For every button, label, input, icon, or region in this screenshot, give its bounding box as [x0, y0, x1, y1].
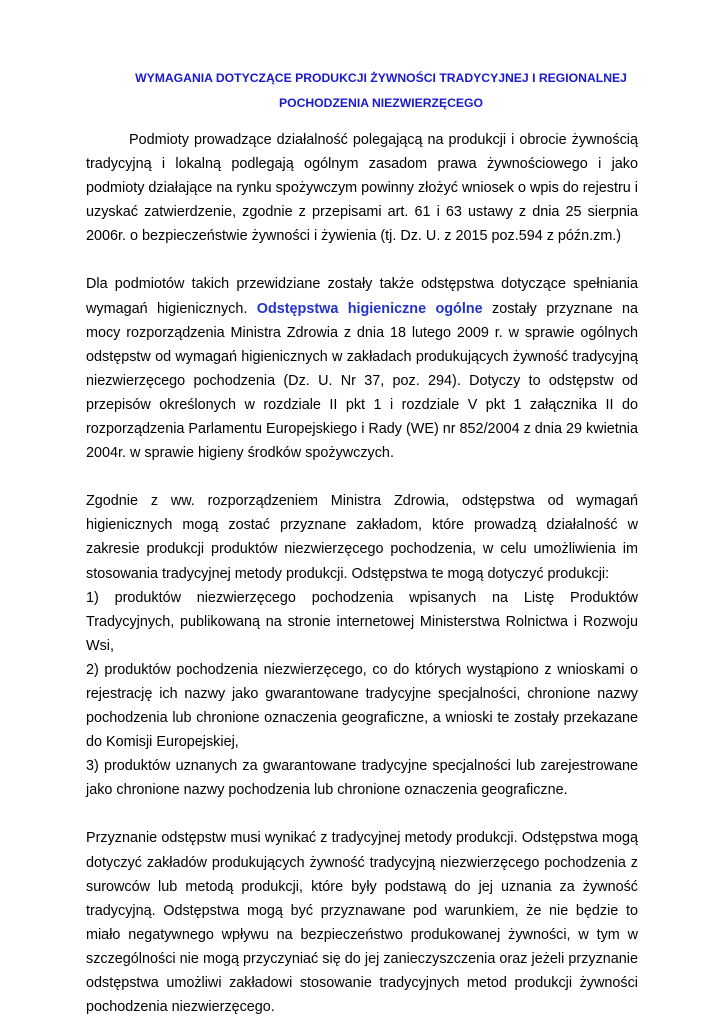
document-body — [86, 128, 638, 1019]
document-title — [86, 66, 676, 116]
paragraph-intro: Podmioty prowadzące działalność polegającą na produkcji i obrocie żywnością tradycyjną i lokalną podlegają ogólnym zasadom prawa żywnościowego i jako podmioty działające na rynku spożywczym powinny złożyć wniosek o wpis do rejestru i uzyskać zatwierdzenie, zgodnie z przepisami art. 61 i 63 ustawy z dnia 25 sierpnia 2006r. o bezpieczeństwie żywności i żywienia (tj. Dz. U. z 2015 poz.594 z późn.zm.) — [86, 132, 638, 245]
paragraph-exemptions-start: Dla podmiotów takich przewidziane zostały także odstępstwa dotyczące spełniania wymagań higienicznych. — [86, 276, 638, 317]
list-item-1: 1) produktów niezwierzęcego pochodzenia wpisanych na Listę Produktów Tradycyjnych, publikowaną na stronie internetowej Ministerstwa Rolnictwa i Rozwoju Wsi, — [86, 589, 638, 654]
highlight-general-exemptions: Odstępstwa higieniczne ogólne — [256, 300, 483, 317]
paragraph-regulation: Zgodnie z ww. rozporządzeniem Ministra Zdrowia, odstępstwa od wymagań higienicznych mogą zostać przyznane zakładom, które prowadzą działalność w zakresie produkcji produktów niezwierzęcego pochodzenia, w celu umożliwienia im stosowania tradycyjnej metody produkcji. Odstępstwa te mogą dotyczyć produkcji: — [86, 493, 638, 582]
paragraph-exemptions-end: zostały przyznane na mocy rozporządzenia Ministra Zdrowia z dnia 18 lutego 2009 r. w sprawie ogólnych odstępstw od wymagań higienicznych w zakładach produkujących żywność tradycyjną niezwierzęcego pochodzenia (Dz. U. Nr 37, poz. 294). Dotyczy to odstępstw od przepisów określonych w rozdziale II pkt 1 i rozdziale V pkt 1 załącznika II do rozporządzenia Parlamentu Europejskiego i Rady (WE) nr 852/2004 z dnia 29 kwietnia 2004r. w sprawie higieny środków spożywczych. — [86, 300, 638, 462]
title-line-1: WYMAGANIA DOTYCZĄCE PRODUKCJI ŻYWNOŚCI TRADYCYJNEJ I REGIONALNEJ — [135, 71, 627, 85]
title-line-2: POCHODZENIA NIEZWIERZĘCEGO — [278, 96, 484, 110]
paragraph-exemptions — [86, 272, 638, 465]
list-item-2: 2) produktów pochodzenia niezwierzęcego, co do których wystąpiono z wnioskami o rejestrację ich nazwy jako gwarantowane tradycyjne specjalności, chronione nazwy pochodzenia lub chronione oznaczenia geograficzne, a wnioski te zostały przekazane do Komisji Europejskiej, — [86, 661, 638, 751]
paragraph-conditions: Przyznanie odstępstw musi wynikać z tradycyjnej metody produkcji. Odstępstwa mogą dotyczyć zakładów produkujących żywność tradycyjną niezwierzęcego pochodzenia z surowców lub metodą produkcji, które były podstawą do jej uznania za żywność tradycyjną. Odstępstwa mogą być przyznawane pod warunkiem, że nie będzie to miało negatywnego wpływu na bezpieczeństwo produkowanej żywności, w tym w szczególności nie mogą przyczyniać się do jej zanieczyszczenia oraz jeżeli przyznanie odstępstwa umożliwi zakładowi stosowanie tradycyjnych metod produkcji żywności pochodzenia niezwierzęcego. — [86, 830, 638, 1016]
list-item-3: 3) produktów uznanych za gwarantowane tradycyjne specjalności lub zarejestrowane jako chronione nazwy pochodzenia lub chronione oznaczenia geograficzne. — [86, 758, 638, 799]
